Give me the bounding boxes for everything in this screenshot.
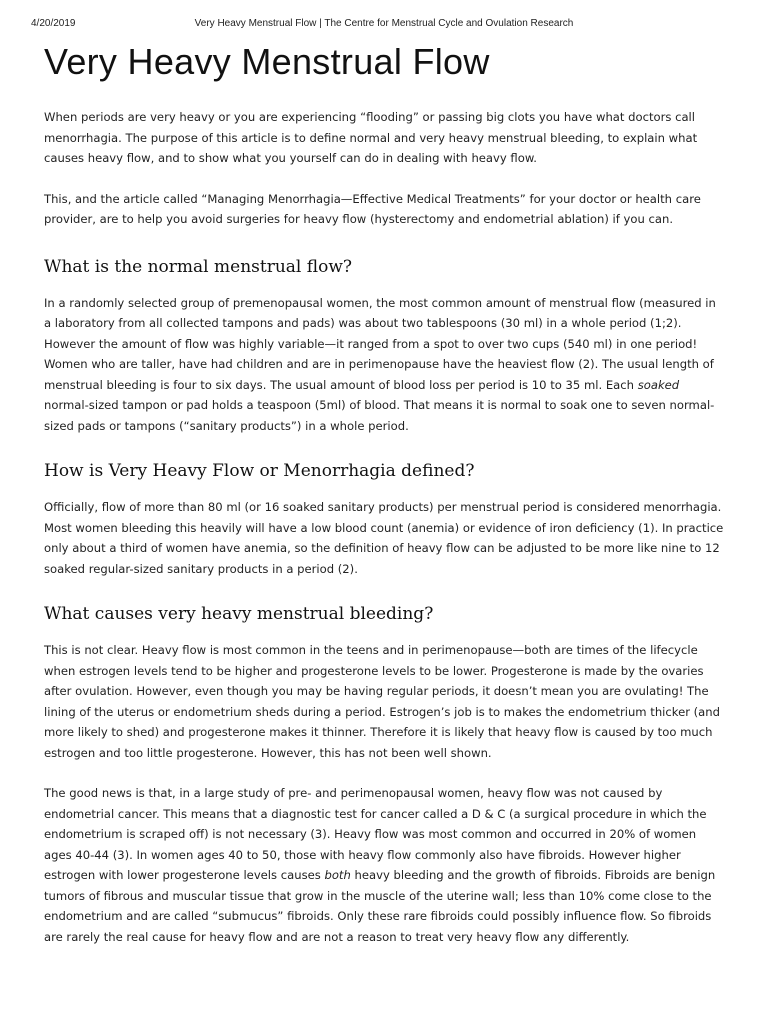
definition-paragraph: Officially, flow of more than 80 ml (or 16 soaked sanitary products) per menstrual period is considered menorrhagia. Most women bleeding this heavily will have a low blood count (anemia) or evidence of iron deficiency (1). In practice only about a third of women have anemia, so the definition of heavy flow can be adjusted to be more like nine to 12 soaked regular-sized sanitary products in a period (2). (44, 500, 724, 576)
print-date: 4/20/2019 (31, 18, 76, 29)
normal-flow-text-a: In a randomly selected group of premenopausal women, the most common amount of menstrual flow (measured in a laboratory from all collected tampons and pads) was about two tablespoons (30 ml) in a whole period (1;2). However the amount of flow was highly variable—it ranged from a spot to over two cups (540 ml) in one period! Women who are taller, have had children and are in perimenopause have the heaviest flow (2). The usual length of menstrual bleeding is four to six days. The usual amount of blood loss per period is 10 to 35 ml. Each (44, 295, 716, 392)
section-heading-normal-flow: What is the normal menstrual flow? (44, 256, 352, 277)
article-title: Very Heavy Menstrual Flow (44, 41, 490, 82)
section-heading-definition: How is Very Heavy Flow or Menorrhagia defined? (44, 461, 475, 481)
causes-paragraph-1: This is not clear. Heavy flow is most common in the teens and in perimenopause—both are times of the lifecycle when estrogen levels tend to be higher and progesterone levels to be lower. Progesterone is made by the ovaries after ovulation. However, even though you may be having regular periods, it doesn’t mean you are ovulating! The lining of the uterus or endometrium sheds during a period. Estrogen’s job is to makes the endometrium thicker (and more likely to shed) and progesterone makes it thinner. Therefore it is likely that heavy flow is caused by too much estrogen and too little progesterone. However, this has not been well shown. (44, 643, 720, 760)
causes-text-a: The good news is that, in a large study of pre- and perimenopausal women, heavy flow was not caused by endometrial cancer. This means that a diagnostic test for cancer called a D & C (a surgical procedure in which the endometrium is scraped off) is not necessary (3). Heavy flow was most common and occurred in 20% of women ages 40-44 (3). In women ages 40 to 50, those with heavy flow commonly also have fibroids. However higher estrogen with lower progesterone levels causes (44, 786, 707, 882)
print-header (0, 18, 768, 32)
intro-paragraph-1: When periods are very heavy or you are experiencing “flooding” or passing big clots you have what doctors call menorrhagia. The purpose of this article is to define normal and very heavy menstrual bleeding, to explain what causes heavy flow, and to show what you yourself can do in dealing with heavy flow. (44, 110, 698, 165)
normal-flow-text-b: normal-sized tampon or pad holds a teaspoon (5ml) of blood. That means it is normal to soak one to seven normal-sized pads or tampons (“sanitary products”) in a whole period. (44, 398, 715, 433)
causes-text-b: heavy bleeding and the growth of fibroids. Fibroids are benign tumors of fibrous and muscular tissue that grow in the muscle of the uterine wall; less than 10% come close to the endometrium and are called “submucus” fibroids. Only these rare fibroids could possibly influence flow. So fibroids are rarely the real cause for heavy flow and are not a reason to treat very heavy flow any differently. (44, 868, 716, 944)
causes-paragraph-2 (44, 783, 724, 947)
intro-paragraph-2: This, and the article called “Managing Menorrhagia—Effective Medical Treatments” for your doctor or health care provider, are to help you avoid surgeries for heavy flow (hysterectomy and endometrial ablation) if you can. (44, 191, 701, 226)
section-heading-causes: What causes very heavy menstrual bleeding? (44, 604, 434, 624)
normal-flow-emphasis: soaked (637, 377, 680, 392)
article (44, 40, 724, 967)
print-page-title: Very Heavy Menstrual Flow | The Centre for Menstrual Cycle and Ovulation Research (194, 18, 574, 29)
normal-flow-paragraph (44, 293, 724, 437)
causes-emphasis: both (324, 868, 351, 882)
